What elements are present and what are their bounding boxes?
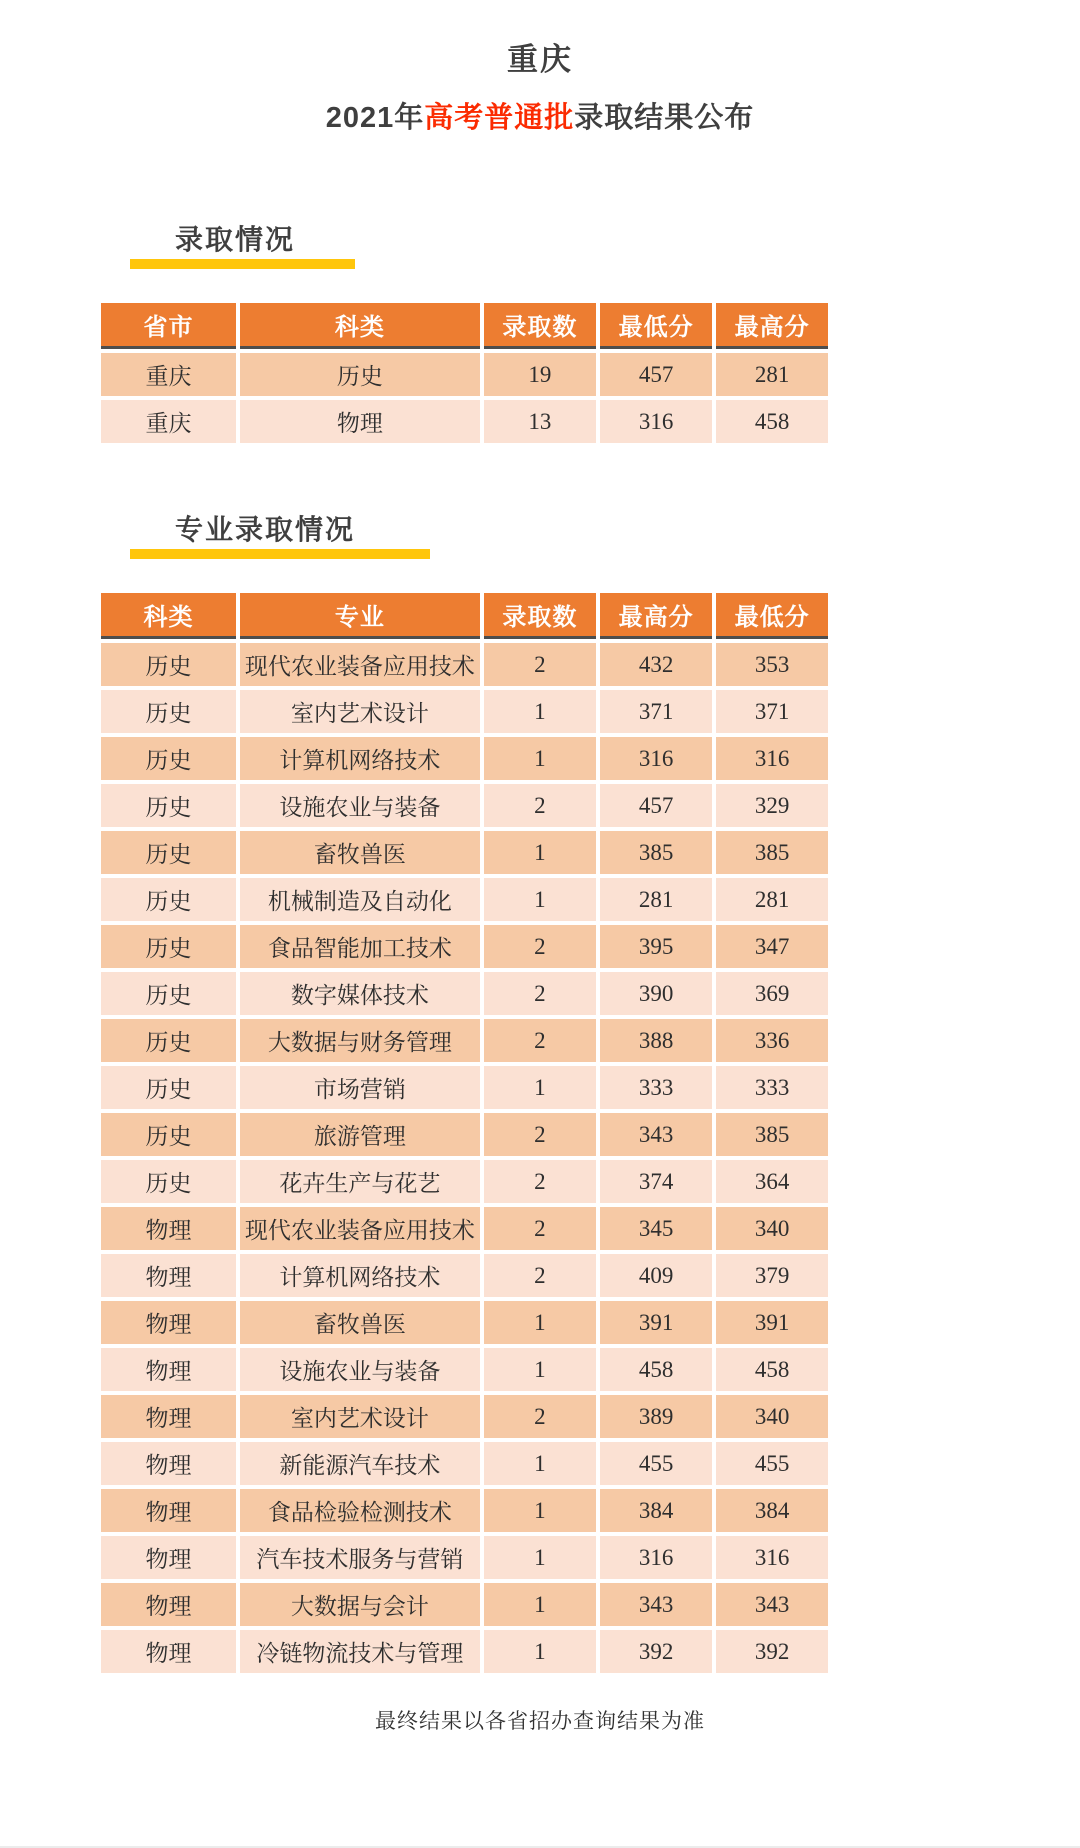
table-cell: 316 [716,1536,828,1579]
table-cell: 392 [716,1630,828,1673]
major-admission-table [97,589,832,1677]
column-header: 最高分 [716,303,828,349]
table-cell: 物理 [101,1583,236,1626]
table-cell: 388 [600,1019,712,1062]
table-cell: 历史 [101,1019,236,1062]
footer-note: 最终结果以各省招办查询结果为准 [375,1710,705,1733]
table-cell: 316 [716,737,828,780]
table-cell: 新能源汽车技术 [240,1442,480,1485]
table-cell: 物理 [101,1630,236,1673]
section-major-admission [130,513,1080,559]
table-cell: 物理 [101,1489,236,1532]
table-row [101,878,828,921]
table-cell: 物理 [101,1254,236,1297]
column-header: 科类 [101,593,236,639]
table-cell: 2 [484,1395,596,1438]
column-header: 省市 [101,303,236,349]
table-cell: 2 [484,925,596,968]
table-cell: 计算机网络技术 [240,737,480,780]
table-cell: 1 [484,1301,596,1344]
table-header-row [101,303,828,349]
table-cell: 重庆 [101,400,236,443]
table-cell: 旅游管理 [240,1113,480,1156]
table-cell: 316 [600,400,712,443]
table-cell: 食品智能加工技术 [240,925,480,968]
table-cell: 现代农业装备应用技术 [240,643,480,686]
table-cell: 历史 [101,972,236,1015]
table-row [101,690,828,733]
table-cell: 458 [716,400,828,443]
table-cell: 316 [600,1536,712,1579]
table-cell: 316 [600,737,712,780]
table-cell: 364 [716,1160,828,1203]
admission-summary-table [97,299,832,447]
table-cell: 391 [600,1301,712,1344]
column-header: 科类 [240,303,480,349]
table-cell: 385 [716,831,828,874]
table-row [101,1489,828,1532]
table-cell: 2 [484,1207,596,1250]
table-row [101,1536,828,1579]
table-cell: 455 [600,1442,712,1485]
table-cell: 343 [600,1113,712,1156]
table-cell: 347 [716,925,828,968]
table-cell: 1 [484,1536,596,1579]
table-cell: 13 [484,400,596,443]
table-row [101,925,828,968]
table-cell: 379 [716,1254,828,1297]
table-cell: 343 [716,1583,828,1626]
table-cell: 历史 [101,737,236,780]
table-row [101,1442,828,1485]
page-subtitle [0,95,1080,136]
table-row [101,1583,828,1626]
table-cell: 281 [716,353,828,396]
table-cell: 历史 [101,784,236,827]
table-cell: 281 [716,878,828,921]
table-cell: 281 [600,878,712,921]
table-row [101,1301,828,1344]
table-cell: 历史 [101,1160,236,1203]
heading-underline [130,259,355,269]
table-cell: 畜牧兽医 [240,1301,480,1344]
table-cell: 19 [484,353,596,396]
table-cell: 457 [600,353,712,396]
column-header: 最高分 [600,593,712,639]
table-cell: 390 [600,972,712,1015]
table-cell: 384 [600,1489,712,1532]
table-cell: 2 [484,784,596,827]
table-cell: 389 [600,1395,712,1438]
table-cell: 物理 [101,1348,236,1391]
table-cell: 历史 [101,1113,236,1156]
table-cell: 1 [484,690,596,733]
table-cell: 室内艺术设计 [240,1395,480,1438]
table-cell: 458 [716,1348,828,1391]
table-row [101,1395,828,1438]
table-cell: 室内艺术设计 [240,690,480,733]
table-cell: 历史 [101,831,236,874]
subtitle-suffix: 录取结果公布 [574,102,755,134]
table-cell: 重庆 [101,353,236,396]
table-cell: 1 [484,1348,596,1391]
table-cell: 371 [716,690,828,733]
table-row [101,784,828,827]
table-row [101,643,828,686]
table-cell: 1 [484,1442,596,1485]
table-cell: 329 [716,784,828,827]
table-cell: 1 [484,1630,596,1673]
table-row [101,1207,828,1250]
table-cell: 大数据与会计 [240,1583,480,1626]
table-cell: 汽车技术服务与营销 [240,1536,480,1579]
table-cell: 1 [484,831,596,874]
table-cell: 物理 [101,1536,236,1579]
table-row [101,972,828,1015]
table-cell: 2 [484,972,596,1015]
table-cell: 340 [716,1207,828,1250]
table-cell: 市场营销 [240,1066,480,1109]
table-cell: 1 [484,1489,596,1532]
table-cell: 340 [716,1395,828,1438]
table-row [101,400,828,443]
table-cell: 457 [600,784,712,827]
table-cell: 历史 [101,925,236,968]
table-cell: 设施农业与装备 [240,1348,480,1391]
table-cell: 333 [600,1066,712,1109]
table-cell: 333 [716,1066,828,1109]
heading-underline [130,549,430,559]
table-cell: 458 [600,1348,712,1391]
table-cell: 385 [716,1113,828,1156]
table-cell: 371 [600,690,712,733]
table-cell: 冷链物流技术与管理 [240,1630,480,1673]
table-cell: 384 [716,1489,828,1532]
table-row [101,1348,828,1391]
table-cell: 409 [600,1254,712,1297]
table-cell: 2 [484,1160,596,1203]
table-cell: 机械制造及自动化 [240,878,480,921]
table-cell: 1 [484,1066,596,1109]
table-row [101,1160,828,1203]
section-heading-major-admission: 专业录取情况 [175,514,356,545]
subtitle-highlight: 高考普通批 [424,102,575,134]
column-header: 最低分 [600,303,712,349]
table-cell: 385 [600,831,712,874]
table-cell: 2 [484,1019,596,1062]
page-title: 重庆 [507,42,573,77]
table-cell: 畜牧兽医 [240,831,480,874]
table-row [101,1113,828,1156]
table-cell: 455 [716,1442,828,1485]
table-cell: 392 [600,1630,712,1673]
table-cell: 374 [600,1160,712,1203]
table-cell: 历史 [101,643,236,686]
column-header: 录取数 [484,593,596,639]
table-cell: 1 [484,1583,596,1626]
table-row [101,1254,828,1297]
table-header-row [101,593,828,639]
subtitle-prefix: 2021年 [325,102,425,134]
table-cell: 计算机网络技术 [240,1254,480,1297]
table-cell: 395 [600,925,712,968]
table-cell: 花卉生产与花艺 [240,1160,480,1203]
table-cell: 343 [600,1583,712,1626]
table-cell: 1 [484,737,596,780]
table-cell: 食品检验检测技术 [240,1489,480,1532]
table-row [101,1019,828,1062]
table-row [101,1066,828,1109]
table-cell: 历史 [101,690,236,733]
table-cell: 物理 [240,400,480,443]
table-cell: 历史 [240,353,480,396]
table-row [101,353,828,396]
table-cell: 大数据与财务管理 [240,1019,480,1062]
table-cell: 353 [716,643,828,686]
table-cell: 1 [484,878,596,921]
column-header: 专业 [240,593,480,639]
section-heading-admission: 录取情况 [175,224,296,255]
table-row [101,1630,828,1673]
table-cell: 物理 [101,1395,236,1438]
table-cell: 336 [716,1019,828,1062]
table-cell: 432 [600,643,712,686]
column-header: 录取数 [484,303,596,349]
table-cell: 物理 [101,1442,236,1485]
table-row [101,737,828,780]
table-cell: 2 [484,1254,596,1297]
table-cell: 物理 [101,1207,236,1250]
table-cell: 2 [484,1113,596,1156]
table-row [101,831,828,874]
column-header: 最低分 [716,593,828,639]
table-cell: 391 [716,1301,828,1344]
table-cell: 历史 [101,1066,236,1109]
table-cell: 2 [484,643,596,686]
section-admission [130,223,1080,269]
table-cell: 345 [600,1207,712,1250]
table-cell: 设施农业与装备 [240,784,480,827]
table-cell: 物理 [101,1301,236,1344]
table-cell: 现代农业装备应用技术 [240,1207,480,1250]
table-cell: 数字媒体技术 [240,972,480,1015]
table-cell: 369 [716,972,828,1015]
table-cell: 历史 [101,878,236,921]
